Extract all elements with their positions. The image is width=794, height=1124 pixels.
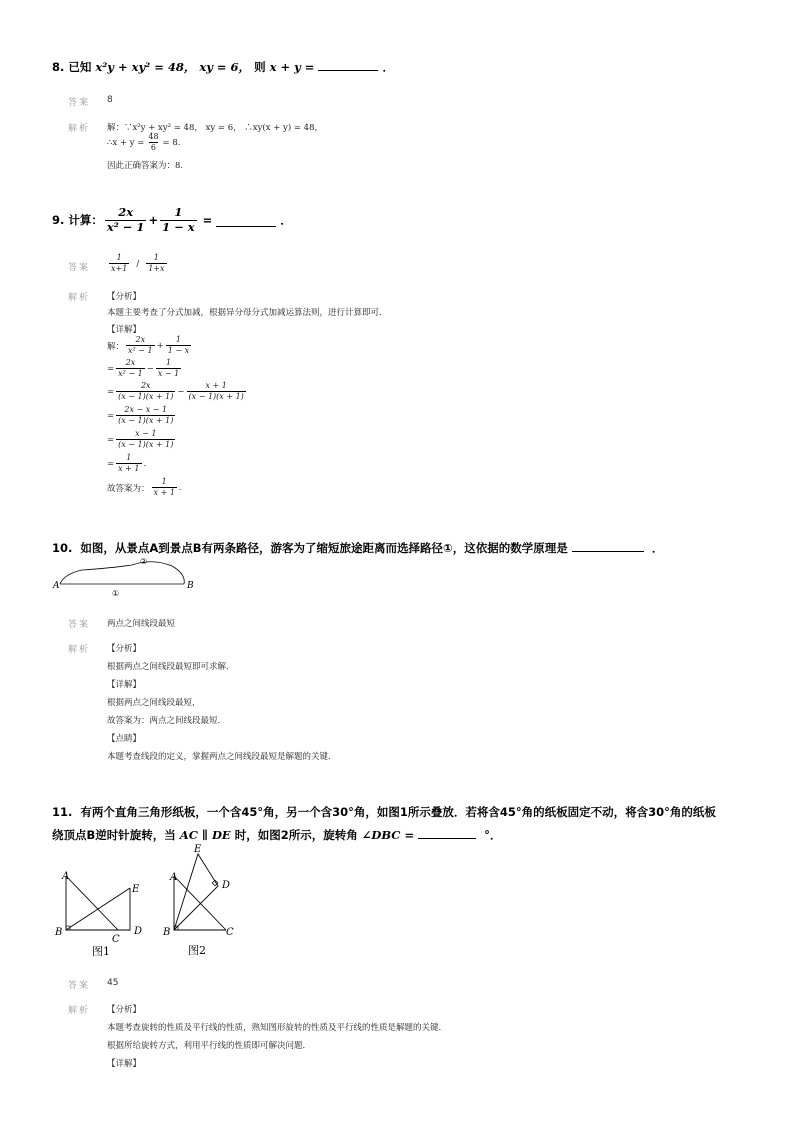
analysis-text: 本题考查线段的定义，掌握两点之间线段最短是解题的关键． [107, 752, 337, 762]
question-9 [52, 207, 292, 233]
answer-blank [418, 826, 476, 839]
hypotenuse-ac [66, 876, 118, 930]
fraction-numerator: 2x [135, 335, 146, 344]
figure-2 [160, 840, 260, 960]
question-end: ． [651, 541, 664, 555]
answer-blank [572, 539, 644, 552]
section-heading: 【详解】 [107, 680, 142, 690]
math-expression: ∠DBC = [361, 828, 415, 842]
analysis-text: 根据所给旋转方式，利用平行线的性质即可解决问题． [107, 1041, 312, 1051]
fraction-numerator: 2x − x − 1 [124, 405, 168, 414]
point-a-label: A [62, 871, 70, 882]
section-heading: 【分析】 [107, 644, 142, 654]
answer-blank [216, 214, 276, 227]
analysis-label: 解析 [68, 293, 91, 303]
point-a-label: A [53, 581, 60, 591]
question-11-line-2 [52, 826, 501, 843]
fraction-numerator: 1 [161, 477, 167, 486]
fraction-numerator: 2x [118, 205, 134, 219]
fraction [156, 359, 181, 378]
section-heading: 【分析】 [107, 1005, 142, 1015]
fraction [187, 382, 246, 401]
fraction-denominator: x+1 [111, 264, 128, 273]
fraction-numerator: 2x [140, 381, 151, 390]
solution-text: 解： [107, 341, 125, 352]
fraction-numerator: 1 [174, 205, 183, 219]
solution-step [107, 406, 177, 425]
fraction-denominator: x − 1 [157, 369, 180, 378]
fraction [166, 336, 191, 355]
answer-value: 8 [107, 95, 113, 105]
analysis-label: 解析 [68, 124, 91, 134]
triangle-30-rotated [174, 854, 218, 930]
question-number: 8. [52, 60, 65, 74]
question-number: 9. [52, 213, 65, 227]
analysis-text: 故答案为：两点之间线段最短． [107, 716, 227, 726]
fraction [116, 382, 175, 401]
fraction-denominator: (x − 1)(x + 1) [188, 392, 244, 401]
answer-label: 答案 [68, 263, 91, 273]
question-text: 则 [254, 60, 266, 74]
analysis-text: 本题主要考查了分式加减，根据异分母分式加减运算法则，进行计算即可． [107, 308, 388, 318]
operator: = [107, 363, 115, 374]
fraction-denominator: (x − 1)(x + 1) [118, 416, 174, 425]
fraction [152, 478, 177, 497]
point-e-label: E [132, 884, 140, 895]
question-11-line-1 [52, 804, 716, 820]
fraction-denominator: 1 − x [167, 346, 190, 355]
fraction-denominator: x + 1 [153, 488, 175, 497]
analysis-label: 解析 [68, 645, 91, 655]
question-end: °． [484, 828, 502, 842]
fraction-numerator: 2x [125, 358, 136, 367]
fraction [146, 133, 160, 152]
solution-text: 故答案为： [107, 483, 150, 494]
operator: + [156, 340, 164, 351]
fraction-numerator: 1 [175, 335, 181, 344]
math-expression: AC ∥ DE [179, 828, 231, 842]
fraction [146, 254, 166, 273]
point-b-label: B [55, 927, 63, 938]
fraction [160, 207, 197, 233]
final-answer-line [107, 478, 182, 497]
figure-caption: 图2 [188, 944, 206, 957]
operator: = [202, 213, 213, 227]
solution-step [107, 336, 193, 355]
fraction-denominator: x² − 1 [106, 219, 145, 234]
question-prompt: 计算： [68, 213, 103, 227]
fraction-denominator: x + 1 [118, 464, 140, 473]
point-d-label: D [222, 880, 231, 891]
question-end: ． [280, 213, 292, 227]
fraction-denominator: (x − 1)(x + 1) [118, 440, 174, 449]
math-expression: x + y = [269, 60, 315, 74]
section-heading: 【详解】 [107, 325, 142, 335]
fraction-numerator: 1 [116, 253, 122, 262]
question-prompt: 有两个直角三角形纸板，一个含45°角，另一个含30°角，如图1所示叠放．若将含45°角的纸板固定不动，将含30°角的纸板 [80, 805, 716, 819]
figure-caption: 图1 [92, 945, 110, 958]
point-c-label: C [226, 927, 234, 938]
operator: = [107, 434, 115, 445]
fraction-numerator: x + 1 [205, 381, 227, 390]
analysis-text: 根据两点之间线段最短， [107, 698, 201, 708]
punctuation: . [143, 458, 147, 469]
solution-line [107, 133, 180, 152]
point-c-label: C [112, 934, 120, 945]
solution-text: ∴x + y = [107, 137, 145, 148]
path-1-label: ① [112, 589, 120, 598]
analysis-text: 本题考查旋转的性质及平行线的性质，熟知图形旋转的性质及平行线的性质是解题的关键． [107, 1023, 448, 1033]
operator: = [107, 458, 115, 469]
answer-label: 答案 [68, 98, 91, 108]
solution-step [107, 430, 177, 449]
fraction-denominator: 1 − x [162, 219, 195, 234]
fraction-numerator: 1 [166, 358, 172, 367]
figure-1 [52, 862, 152, 962]
answer-value [107, 254, 169, 273]
solution-line: 解：∵x²y + xy² = 48， xy = 6， ∴xy(x + y) = 48， [107, 123, 323, 133]
solution-step [107, 454, 146, 473]
fraction [116, 406, 175, 425]
fraction [105, 207, 147, 233]
section-heading: 【分析】 [107, 292, 142, 302]
curved-path [60, 562, 184, 584]
path-2-label: ② [140, 557, 148, 566]
solution-step [107, 382, 248, 401]
fraction-denominator: (x − 1)(x + 1) [118, 392, 174, 401]
solution-text: = 8. [162, 137, 181, 148]
fraction-numerator: 48 [148, 132, 159, 141]
fraction [116, 454, 141, 473]
fraction [116, 430, 175, 449]
fraction-numerator: 1 [126, 453, 132, 462]
analysis-label: 解析 [68, 1006, 91, 1016]
question-prompt: 已知 [68, 60, 92, 74]
operator: = [107, 410, 115, 421]
section-heading: 【详解】 [107, 1059, 142, 1069]
point-e-label: E [194, 844, 202, 855]
question-number: 10. [52, 541, 73, 555]
fraction [109, 254, 129, 273]
fraction [126, 336, 155, 355]
point-a-label: A [170, 872, 178, 883]
operator: + [148, 213, 159, 227]
math-expression: xy = 6， [199, 60, 251, 74]
question-8 [52, 58, 394, 75]
question-text: 时，如图2所示，旋转角 [234, 828, 358, 842]
fraction-denominator: 6 [150, 143, 156, 152]
fraction [116, 359, 145, 378]
answer-label: 答案 [68, 981, 91, 991]
fraction-numerator: 1 [153, 253, 159, 262]
answer-value: 45 [107, 978, 119, 988]
point-b-label: B [187, 581, 194, 591]
point-b-label: B [163, 927, 171, 938]
point-d-label: D [134, 926, 143, 937]
question-end: ． [382, 60, 394, 74]
analysis-text: 根据两点之间线段最短即可求解． [107, 662, 235, 672]
section-heading: 【点睛】 [107, 734, 142, 744]
solution-line: 因此正确答案为：8. [107, 161, 184, 171]
fraction-numerator: x − 1 [135, 429, 157, 438]
answer-label: 答案 [68, 620, 91, 630]
operator: − [146, 363, 154, 374]
operator: = [107, 386, 115, 397]
fraction-denominator: 1+x [148, 264, 165, 273]
question-prompt: 如图，从景点A到景点B有两条路径，游客为了缩短旅途距离而选择路径①，这依据的数学原理是 [80, 541, 568, 555]
hypotenuse-be [66, 888, 130, 930]
question-text: 绕顶点B逆时针旋转，当 [52, 828, 176, 842]
solution-step [107, 359, 183, 378]
question-number: 11. [52, 805, 73, 819]
fraction-denominator: x² − 1 [128, 346, 153, 355]
path-figure [52, 552, 212, 600]
math-expression: x²y + xy² = 48， [95, 60, 196, 74]
punctuation: . [178, 482, 182, 493]
operator: − [177, 386, 185, 397]
answer-blank [318, 58, 378, 71]
answer-value: 两点之间线段最短 [107, 619, 176, 629]
fraction-denominator: x² − 1 [118, 369, 143, 378]
answer-separator: / [136, 258, 140, 269]
